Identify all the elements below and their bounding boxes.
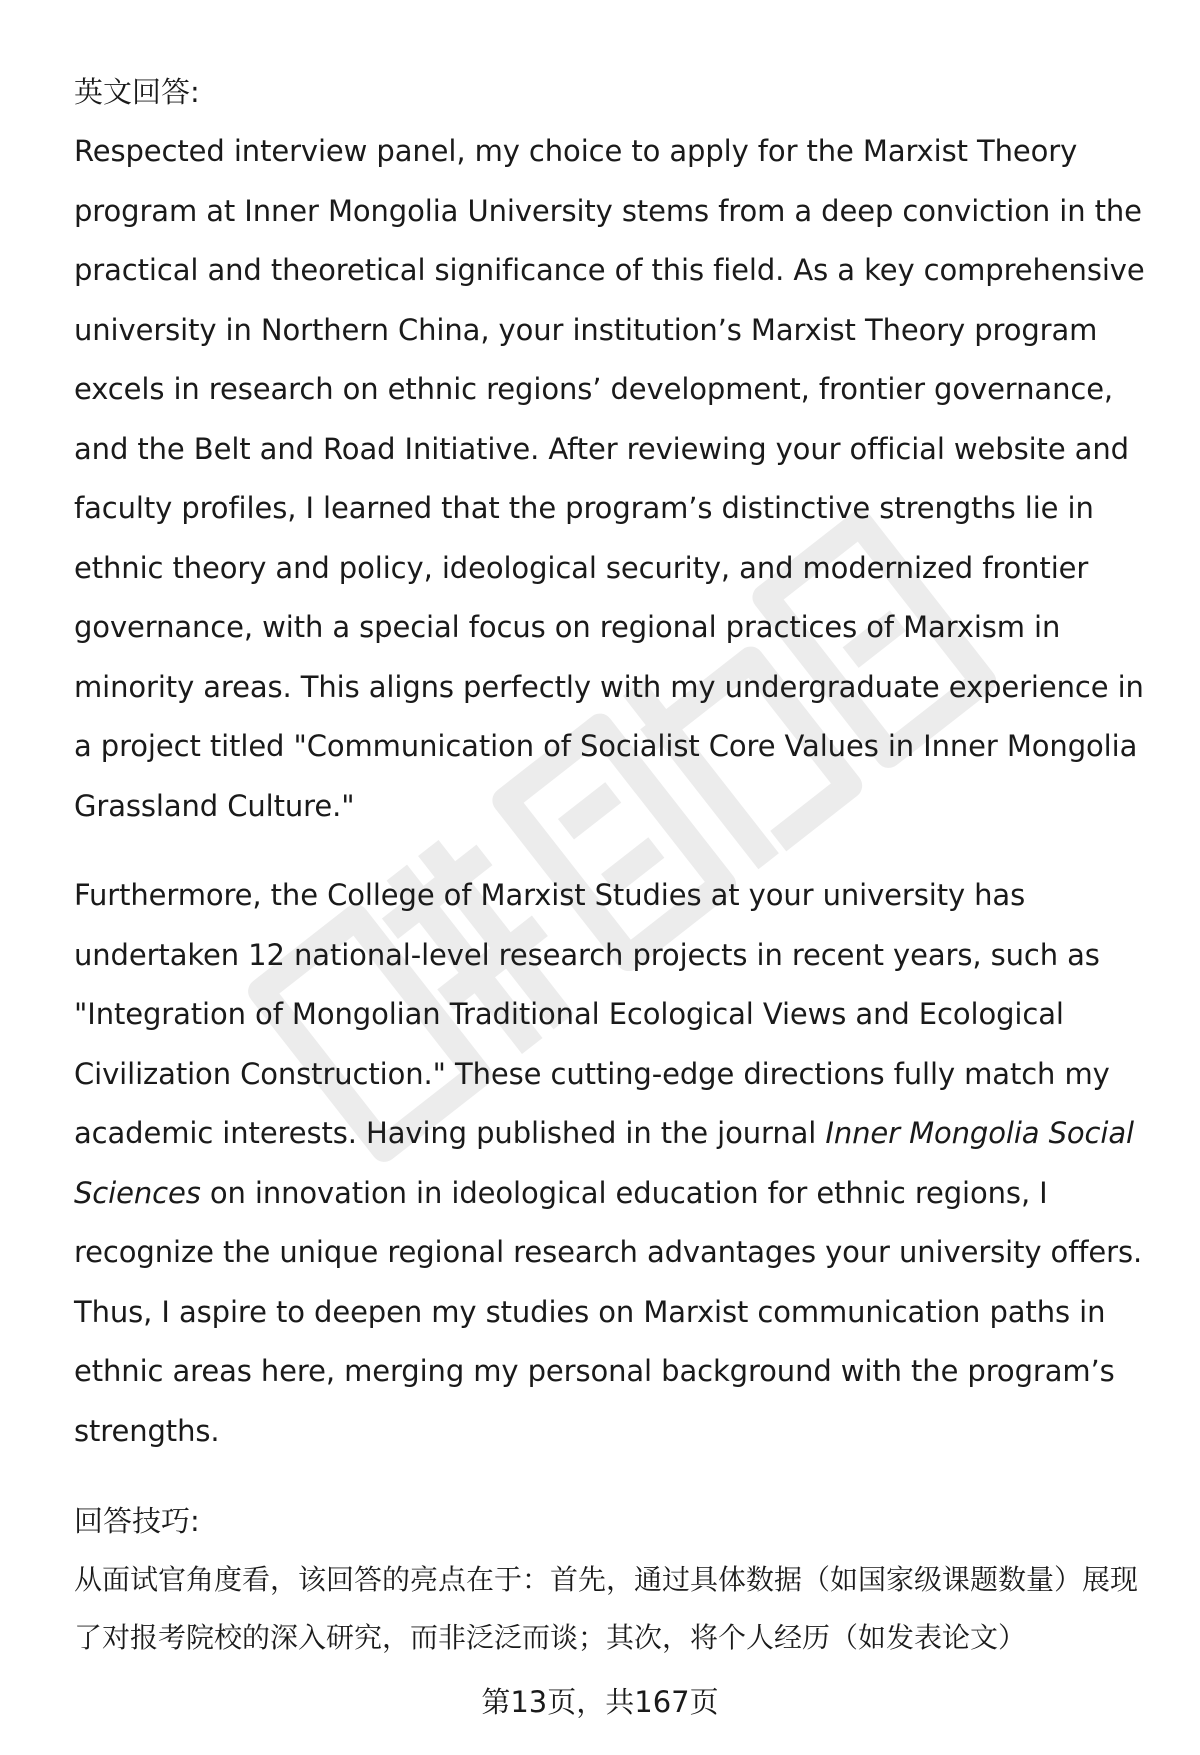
- journal-title: Inner Mongolia Social Sciences: [74, 1116, 1134, 1210]
- document-body: [74, 62, 1154, 1667]
- page-number-footer: 第13页，共167页: [481, 1685, 719, 1719]
- paragraph-2-text-start: Furthermore, the College of Marxist Studies at your university has undertaken 12 national-level research projects in recent years, such as "Integration of Mongolian Traditional Ecological Views and Ecological Civilization Construction." These cutting-edge directions fully match my academic interests. Having published in the journal: [74, 878, 1110, 1150]
- answer-paragraph-2: [74, 866, 1154, 1461]
- paragraph-2-text-end: on innovation in ideological education for ethnic regions, I recognize the unique regional research advantages your university offers. Thus, I aspire to deepen my studies on Marxist communication paths in ethnic areas here, merging my personal background with the program’s strengths.: [74, 1175, 1143, 1448]
- english-answer-heading: 英文回答:: [74, 75, 200, 109]
- answer-tips-paragraph: 从面试官角度看，该回答的亮点在于：首先，通过具体数据（如国家级课题数量）展现了对报考院校的深入研究，而非泛泛而谈；其次，将个人经历（如发表论文）: [74, 1563, 1139, 1654]
- answer-paragraph-1: Respected interview panel, my choice to apply for the Marxist Theory program at Inner Mongolia University stems from a deep conviction in the practical and theoretical significance of this field. As a key comprehensive university in Northern China, your institution’s Marxist Theory program excels in research on ethnic regions’ development, frontier governance, and the Belt and Road Initiative. After reviewing your official website and faculty profiles, I learned that the program’s distinctive strengths lie in ethnic theory and policy, ideological security, and modernized frontier governance, with a special focus on regional practices of Marxism in minority areas. This aligns perfectly with my undergraduate experience in a project titled "Communication of Socialist Core Values in Inner Mongolia Grassland Culture.": [74, 134, 1145, 823]
- answer-tips-heading: 回答技巧:: [74, 1504, 200, 1538]
